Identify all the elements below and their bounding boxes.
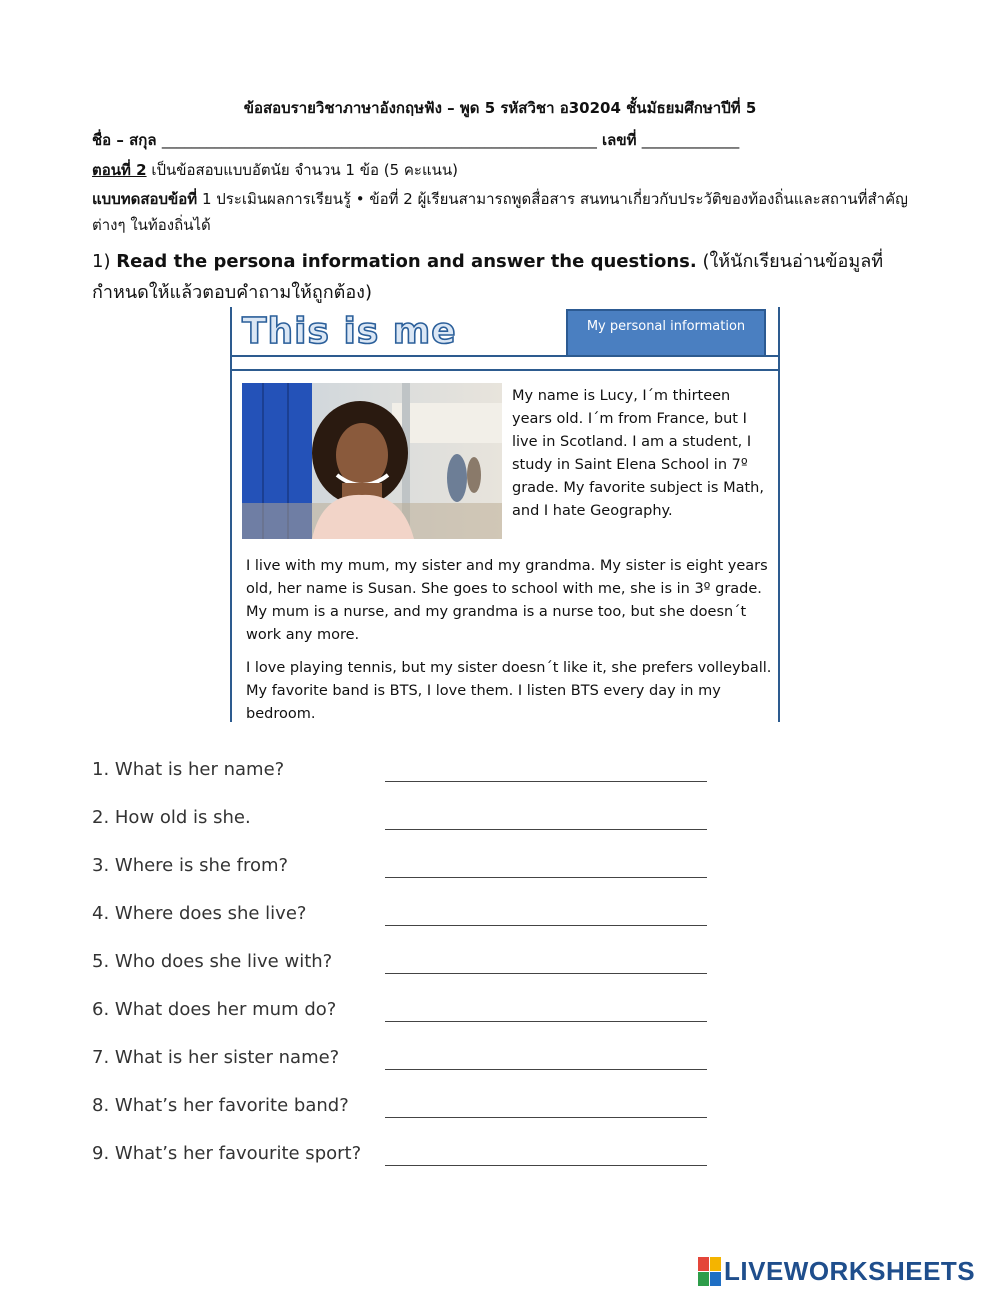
question-row [92,1043,732,1091]
answer-field[interactable] [385,803,707,830]
part-label: ตอนที่ 2 [92,161,147,179]
question-text: 4. Where does she live? [92,903,307,924]
divider [232,355,778,357]
name-label: ชื่อ – สกุล [92,131,157,149]
part-row [92,158,458,182]
test-label: แบบทดสอบข้อที่ [92,190,198,208]
answer-field[interactable] [385,995,707,1022]
name-row [92,128,739,152]
question-row [92,851,732,899]
answer-field[interactable] [385,947,707,974]
answer-field[interactable] [385,755,707,782]
question-text: 5. Who does she live with? [92,951,333,972]
question-row [92,899,732,947]
liveworksheets-logo[interactable] [698,1256,975,1286]
divider [232,369,778,371]
answer-field[interactable] [385,899,707,926]
instruction [92,246,892,308]
name-blank: __________________________________________________________ [161,131,597,149]
answer-field[interactable] [385,1091,707,1118]
answer-field[interactable] [385,1043,707,1070]
instruction-thai: (ให้นักเรียนอ่านข้อมูลที่กำหนดให้แล้วตอบคำถามให้ถูกต้อง) [92,251,884,303]
question-text: 8. What’s her favorite band? [92,1095,349,1116]
test-description [92,186,912,238]
test-text: 1 ประเมินผลการเรียนรู้ • ข้อที่ 2 ผู้เรียนสามารถพูดสื่อสาร สนทนาเกี่ยวกับประวัติของท้องถิ่นและสถานที่สำคัญต่างๆ ในท้องถิ่นได้ [92,190,908,234]
question-text: 1. What is her name? [92,759,285,780]
card-header [232,307,778,357]
question-row [92,1139,732,1187]
card-title: This is me [242,311,457,352]
question-text: 2. How old is she. [92,807,251,828]
number-blank: _____________ [641,131,740,149]
logo-square [698,1272,709,1286]
bio-paragraph: My name is Lucy, I´m thirteen years old. I´m from France, but I live in Scotland. I am a student, I study in Saint Elena School in 7º grade. My favorite subject is Math, and I hate Geography. [512,388,764,519]
question-row [92,755,732,803]
bio-paragraph: I live with my mum, my sister and my grandma. My sister is eight years old, her name is Susan. She goes to school with me, she is in 3º grade. My mum is a nurse, and my grandma is a nurse too, but she doesn´t work any more. [246,558,768,643]
question-row [92,947,732,995]
logo-square [710,1257,721,1271]
bio-paragraph: I love playing tennis, but my sister doesn´t like it, she prefers volleyball. My favorite band is BTS, I love them. I listen BTS every day in my bedroom. [246,660,772,722]
question-text: 9. What’s her favourite sport? [92,1143,362,1164]
persona-card [230,307,780,722]
question-row [92,803,732,851]
logo-square [698,1257,709,1271]
answer-field[interactable] [385,1139,707,1166]
logo-icon [698,1257,721,1286]
part-text: เป็นข้อสอบแบบอัตนัย จำนวน 1 ข้อ (5 คะแนน) [151,161,459,179]
instruction-english: Read the persona information and answer the questions. [116,251,697,272]
question-text: 7. What is her sister name? [92,1047,340,1068]
girl-photo [242,383,502,539]
exam-title: ข้อสอบรายวิชาภาษาอังกฤษฟัง – พูด 5 รหัสวิชา อ30204 ชั้นมัธยมศึกษาปีที่ 5 [243,99,757,117]
question-text: 6. What does her mum do? [92,999,337,1020]
number-label: เลขที่ [602,131,637,149]
question-row [92,995,732,1043]
answer-field[interactable] [385,851,707,878]
logo-text: LIVEWORKSHEETS [724,1255,976,1286]
instruction-number: 1) [92,251,111,272]
personal-info-badge: My personal information [566,309,766,357]
logo-square [710,1272,721,1286]
question-list [92,755,732,1187]
question-text: 3. Where is she from? [92,855,289,876]
question-row [92,1091,732,1139]
